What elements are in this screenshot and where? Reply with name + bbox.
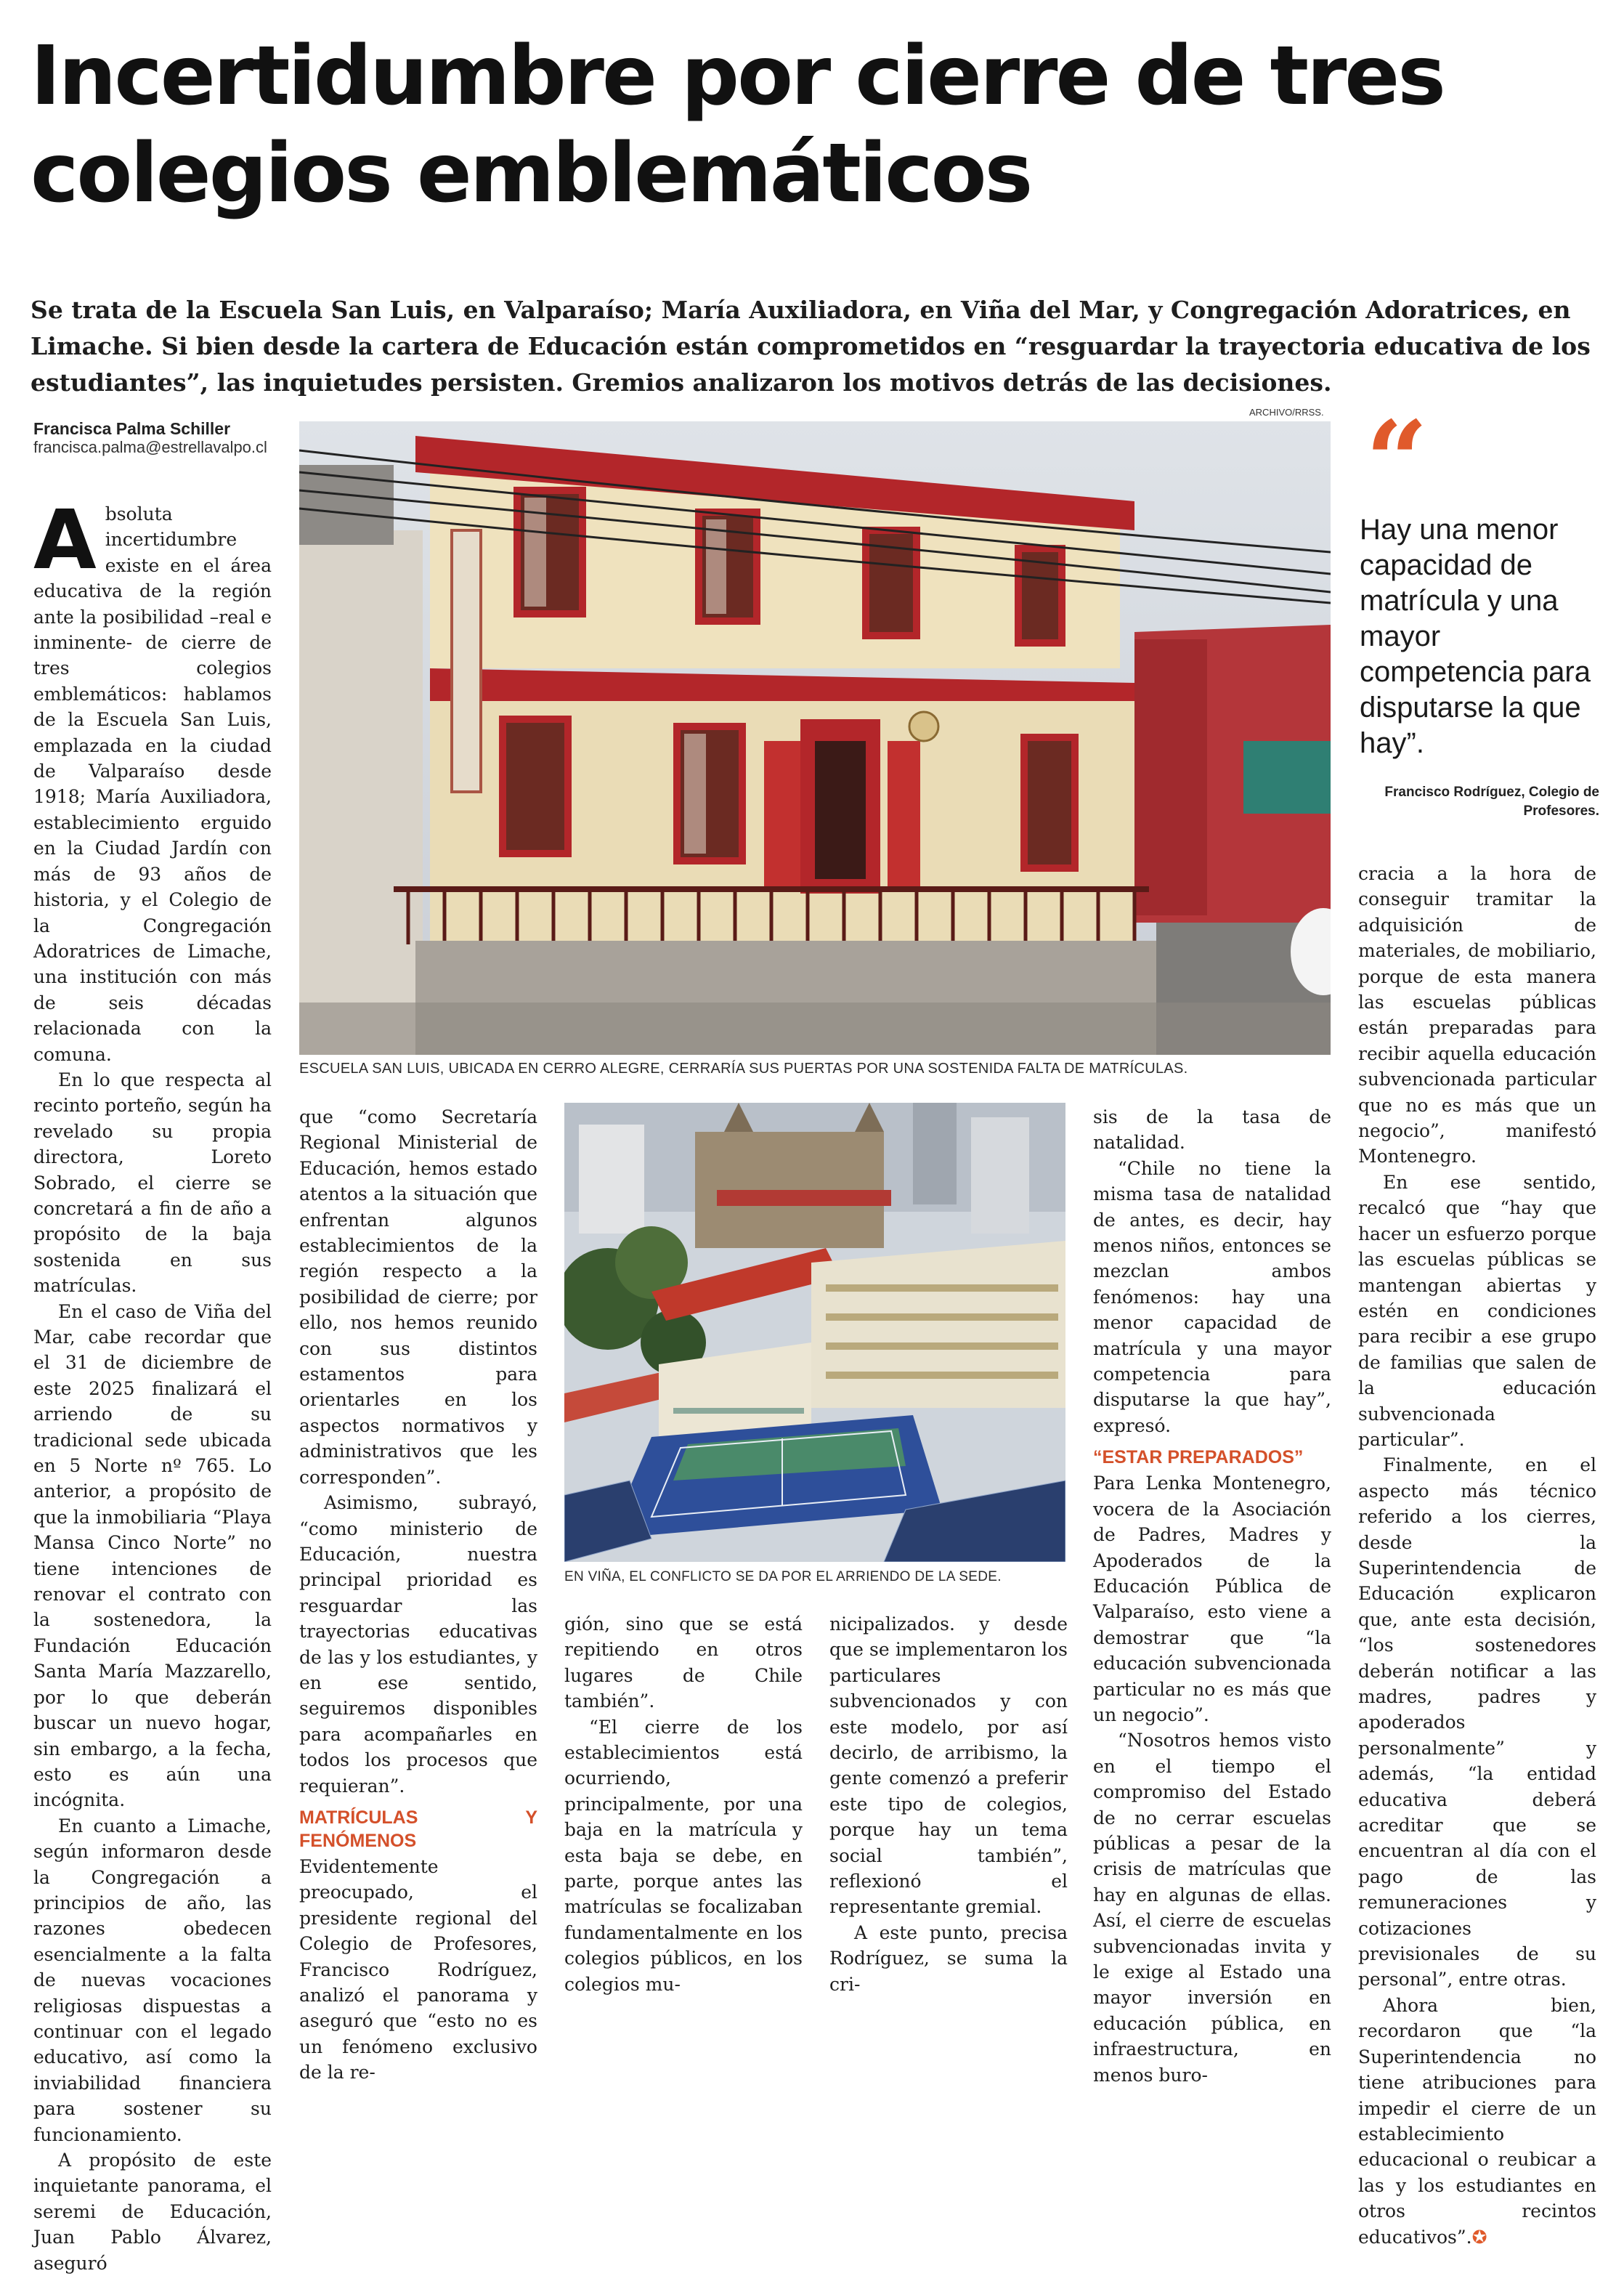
paragraph: “El cierre de los establecimientos está ocurriendo, principalmente, por una baja en la matrícula y esta baja se debe, en parte, porque antes las matrículas se focalizaban fundamentalmente en los colegios públicos, en los colegios mu- <box>564 1716 803 1995</box>
paragraph: Asimismo, subrayó, “como ministerio de Educación, nuestra principal prioridad es resguardar las trayectorias educativas de las y los estudiantes, y en ese sentido, seguiremos disponibles para acompañarles en todos los procesos que requieran”. <box>299 1492 537 1797</box>
paragraph-text: bsoluta incertidumbre existe en el área educativa de la región ante la posibilidad –real e inminente- de cierre de tres colegios emblemáticos: hablamos de la Escuela San Luis, emplazada en la ciudad de Valparaíso desde 1918; María Auxiliadora, establecimiento erguido en la Ciudad Jardín con más de 93 años de historia, y el Colegio de la Congregación Adoratrices de Limache, una institución con más de seis décadas relacionada con la comuna. <box>33 503 272 1065</box>
paragraph <box>1358 1993 1596 2250</box>
second-photo <box>564 1103 1065 1562</box>
paragraph: En cuanto a Limache, según informaron desde la Congregación a principios de año, las razones obedecen esencialmente a la falta de nuevas vocaciones religiosas dispuestas a continuar con el legado educativo, así como la inviabilidad financiera para sostener su funcionamiento. <box>33 1815 272 2145</box>
body-column-5 <box>1093 1104 1331 2088</box>
body-column-1 <box>33 493 272 2276</box>
article-deck: Se trata de la Escuela San Luis, en Valparaíso; María Auxiliadora, en Viña del Mar, y Congregación Adoratrices, en Limache. Si bien desde la cartera de Educación están comprometidos en “resguardar la trayectoria educativa de los estudiantes”, las inquietudes persisten. Gremios analizaron los motivos detrás de las decisiones. <box>31 296 1591 397</box>
paragraph: A este punto, precisa Rodríguez, se suma la cri- <box>829 1921 1068 1995</box>
paragraph: gión, sino que se está repitiendo en otros lugares de Chile también”. <box>564 1613 803 1712</box>
headline <box>31 28 1607 222</box>
paragraph: En lo que respecta al recinto porteño, según ha revelado su propia directora, Loreto Sobrado, el cierre se concretará a fin de año a propósito de la baja sostenida en sus matrículas. <box>33 1069 272 1297</box>
body-column-2 <box>299 1104 537 2086</box>
byline-email: francisca.palma@estrellavalpo.cl <box>33 438 267 456</box>
drop-cap: A <box>33 493 97 588</box>
byline-name: Francisca Palma Schiller <box>33 419 231 438</box>
main-photo <box>299 421 1331 1055</box>
section-subhead: “ESTAR PREPARADOS” <box>1093 1447 1304 1468</box>
body-column-3 <box>564 1611 803 1997</box>
paragraph: Para Lenka Montenegro, vocera de la Asociación de Padres, Madres y Apoderados de la Educación Pública de Valparaíso, esto viene a demostrar que “la educación subvencionada particular no es más que un negocio”. <box>1093 1473 1331 1725</box>
headline-line-1: Incertidumbre por cierre de tres <box>31 29 1444 123</box>
paragraph: En el caso de Viña del Mar, cabe recordar que el 31 de diciembre de este 2025 finalizará el arriendo de su tradicional sede ubicada en 5 Norte nº 765. Lo anterior, a propósito de que la inmobiliaria “Playa Mansa Cinco Norte” no tiene intenciones de renovar el contrato con la sostenedora, la Fundación Educación Santa María Mazzarello, por lo que deberán buscar un nuevo hogar, sin embargo, a la fecha, esto es aún una incógnita. <box>33 1300 272 1811</box>
paragraph: “Nosotros hemos visto en el tiempo el compromiso del Estado de no cerrar escuelas públicas a pesar de la crisis de matrículas que hay en algunas de ellas. Así, el cierre de escuelas subvencionadas invita y le exige al Estado una mayor inversión en educación pública, en infraestructura, en menos buro- <box>1093 1730 1331 2086</box>
main-photo-caption: ESCUELA SAN LUIS, UBICADA EN CERRO ALEGRE, CERRARÍA SUS PUERTAS POR UNA SOSTENIDA FALTA DE MATRÍCULAS. <box>299 1061 1188 1077</box>
paragraph <box>33 493 272 1067</box>
headline-line-2: colegios emblemáticos <box>31 126 1031 221</box>
paragraph: nicipalizados. y desde que se implementaron los particulares subvencionados y con este modelo, por así decirlo, de arribismo, la gente comenzó a preferir este tipo de colegios, porque hay un tema social también”, reflexionó el representante gremial. <box>829 1613 1068 1918</box>
paragraph: Evidentemente preocupado, el presidente regional del Colegio de Profesores, Francisco Rodríguez, analizó el panorama y aseguró que “esto no es un fenómeno exclusivo de la re- <box>299 1855 537 2083</box>
pull-quote-text: Hay una menor capacidad de matrícula y una mayor competencia para disputarse la que hay”. <box>1360 514 1591 759</box>
paragraph: sis de la tasa de natalidad. <box>1093 1106 1331 1154</box>
paragraph: A propósito de este inquietante panorama, el seremi de Educación, Juan Pablo Álvarez, aseguró <box>33 2150 272 2274</box>
section-subhead: MATRÍCULAS Y FENÓMENOS <box>299 1807 537 1851</box>
aerial-school-illustration <box>564 1103 1065 1562</box>
pull-quote-attribution: Francisco Rodríguez, Colegio de Profesores. <box>1384 785 1599 819</box>
paragraph: cracia a la hora de conseguir tramitar la adquisición de materiales, de mobiliario, porque de esta manera las escuelas públicas están preparadas para recibir aquella educación subvencionada particular que no es más que un negocio”, manifestó Montenegro. <box>1358 863 1596 1167</box>
quote-mark: “ <box>1365 397 1429 525</box>
paragraph: Finalmente, en el aspecto más técnico referido a los cierres, desde la Superintendencia de Educación explicaron que, ante esta decisión, “los sostenedores deberán notificar a las madres, padres y apoderados personalmente” y además, “la entidad educativa deberá acreditar que se encuentran al día con el pago de las remuneraciones y cotizaciones previsionales de su personal”, entre otras. <box>1358 1454 1596 1991</box>
paragraph-text: Ahora bien, recordaron que “la Superintendencia no tiene atribuciones para impedir el cierre de un establecimiento educacional o reubicar a las y los estudiantes en otros recintos educativos”. <box>1358 1994 1596 2248</box>
paragraph: “Chile no tiene la misma tasa de natalidad de antes, es decir, hay menos niños, entonces se mezclan ambos fenómenos: hay una menor capacidad de matrícula y una mayor competencia para disputarse la que hay”, expresó. <box>1093 1157 1331 1436</box>
end-mark-icon: ✪ <box>1471 2226 1487 2248</box>
second-photo-caption: EN VIÑA, EL CONFLICTO SE DA POR EL ARRIENDO DE LA SEDE. <box>564 1569 1002 1584</box>
paragraph: En ese sentido, recalcó que “hay que hacer un esfuerzo porque las escuelas públicas se mantengan abiertas y estén en condiciones para recibir a ese grupo de familias que salen de la educación subvencionada particular”. <box>1358 1171 1596 1450</box>
body-column-6 <box>1358 861 1596 2250</box>
photo-credit: ARCHIVO/RRSS. <box>1249 407 1324 418</box>
school-building-illustration <box>299 421 1331 1055</box>
body-column-4 <box>829 1611 1068 1997</box>
paragraph: que “como Secretaría Regional Ministerial de Educación, hemos estado atentos a la situación que enfrentan algunos establecimientos de la región respecto a la posibilidad de cierre; por ello, nos hemos reunido con sus distintos estamentos para orientarles en los aspectos normativos y administrativos que les corresponden”. <box>299 1106 537 1488</box>
